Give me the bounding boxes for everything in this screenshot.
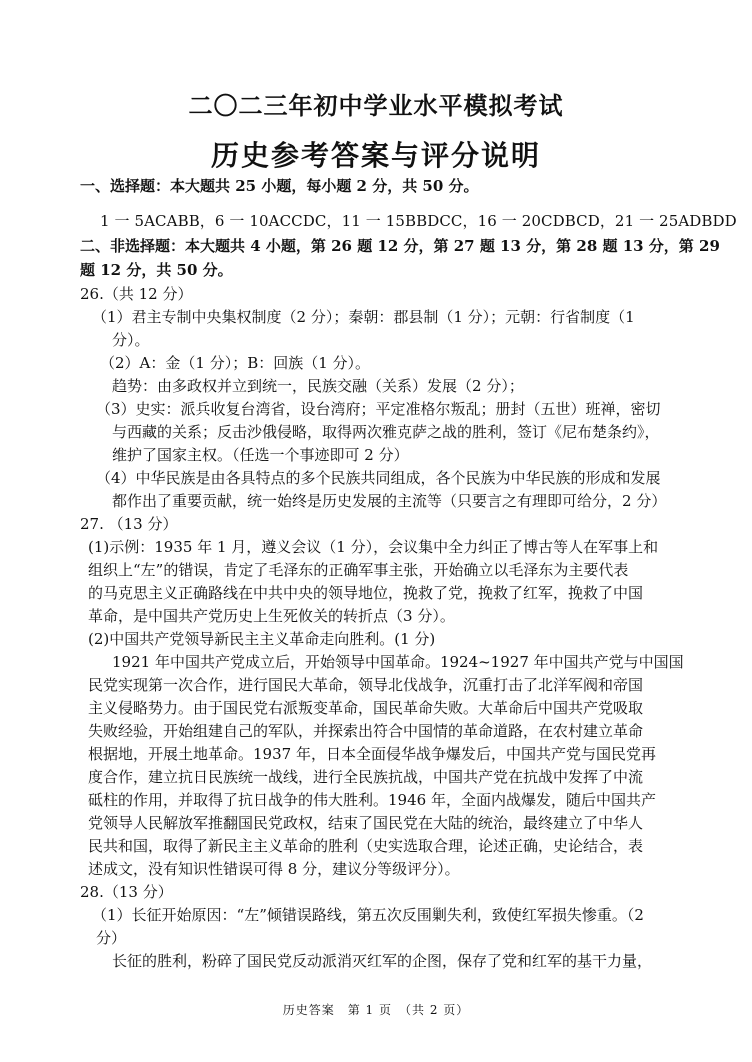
- q28-line: 分）: [96, 929, 127, 947]
- q26-line: 与西藏的关系；反击沙俄侵略，取得两次雅克萨之战的胜利，签订《尼布楚条约》，: [112, 423, 660, 441]
- q28-line: （1）长征开始原因：“左”倾错误路线，第五次反围剿失利，致使红军损失惨重。（2: [92, 906, 644, 924]
- q27-line: 组织上“左”的错误，肯定了毛泽东的正确军事主张，开始确立以毛泽东为主要代表: [88, 561, 629, 579]
- section2-heading-line2: 题 12 分，共 50 分。: [80, 261, 233, 279]
- q26-line: （4）中华民族是由各具特点的多个民族共同组成，各个民族为中华民族的形成和发展: [96, 469, 661, 487]
- q27-line: 1921 年中国共产党成立后，开始领导中国革命。1924~1927 年中国共产党与中国国: [112, 653, 684, 671]
- section1-heading: 一、选择题：本大题共 25 小题，每小题 2 分，共 50 分。: [80, 177, 479, 195]
- q27-title: 27. （13 分）: [80, 515, 178, 533]
- section2-heading-line1: 二、非选择题：本大题共 4 小题，第 26 题 12 分，第 27 题 13 分，第 28 题 13 分，第 29: [80, 237, 720, 255]
- q28-line: 长征的胜利，粉碎了国民党反动派消灭红军的企图，保存了党和红军的基干力量，: [112, 952, 653, 970]
- exam-title: 二〇二三年初中学业水平模拟考试: [188, 91, 564, 120]
- q27-line: 根据地，开展土地革命。1937 年，日本全面侵华战争爆发后，中国共产党与国民党再: [88, 745, 656, 763]
- q26-line: 分）。: [112, 331, 150, 349]
- q26-line: 都作出了重要贡献，统一始终是历史发展的主流等（只要言之有理即可给分，2 分）: [112, 492, 667, 510]
- q26-line: （3）史实：派兵收复台湾省，设台湾府；平定准格尔叛乱；册封（五世）班禅，密切: [96, 400, 661, 418]
- q27-line: (1)示例：1935 年 1 月，遵义会议（1 分），会议集中全力纠正了博古等人在军事上和: [88, 538, 659, 556]
- document-title: 历史参考答案与评分说明: [210, 139, 541, 172]
- q26-title: 26.（共 12 分）: [80, 285, 193, 303]
- q26-line: 维护了国家主权。（任选一个事迹即可 2 分）: [112, 446, 409, 464]
- q27-line: 述成文，没有知识性错误可得 8 分，建议分等级评分）。: [88, 860, 460, 878]
- q27-line: 主义侵略势力。由于国民党右派叛变革命，国民革命失败。大革命后中国共产党吸取: [88, 699, 644, 717]
- q28-title: 28.（13 分）: [80, 883, 173, 901]
- q27-line: 革命，是中国共产党历史上生死攸关的转折点（3 分）。: [88, 607, 455, 625]
- q27-line: 党领导人民解放军推翻国民党政权，结束了国民党在大陆的统治，最终建立了中华人: [88, 814, 644, 832]
- q27-line: 的马克思主义正确路线在中共中央的领导地位，挽救了党，挽救了红军，挽救了中国: [88, 584, 644, 602]
- section1-answers: 1 一 5ACABB，6 一 10ACCDC，11 一 15BBDCC，16 一 20CDBCD，21 一 25ADBDD: [100, 212, 737, 230]
- q27-line: 失败经验，开始组建自己的军队，并探索出符合中国情的革命道路，在农村建立革命: [88, 722, 644, 740]
- q26-line: （2）A：金（1 分）；B：回族（1 分）。: [100, 354, 371, 372]
- q27-line: (2)中国共产党领导新民主主义革命走向胜利。(1 分): [88, 630, 436, 648]
- q26-line: （1）君主专制中央集权制度（2 分）；秦朝：郡县制（1 分）；元朝：行省制度（1: [92, 308, 635, 326]
- q26-line: 趋势：由多政权并立到统一，民族交融（关系）发展（2 分）；: [112, 377, 524, 395]
- q27-line: 砥柱的作用，并取得了抗日战争的伟大胜利。1946 年，全面内战爆发，随后中国共产: [88, 791, 656, 809]
- q27-line: 民共和国，取得了新民主主义革命的胜利（史实选取合理，论述正确，史论结合，表: [88, 837, 644, 855]
- page-footer: 历史答案 第 1 页 （共 2 页）: [282, 1003, 470, 1017]
- q27-line: 民党实现第一次合作，进行国民大革命，领导北伐战争，沉重打击了北洋军阀和帝国: [88, 676, 644, 694]
- q27-line: 度合作，建立抗日民族统一战线，进行全民族抗战，中国共产党在抗战中发挥了中流: [88, 768, 644, 786]
